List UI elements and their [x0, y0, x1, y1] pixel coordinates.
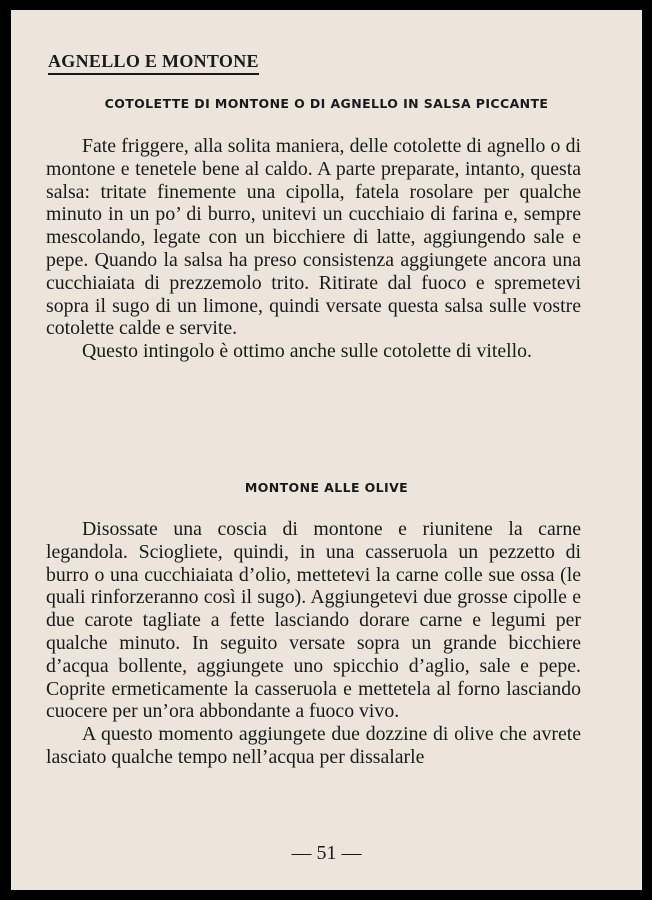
paragraph: Questo intingolo è ottimo anche sulle cotolette di vitello.	[82, 340, 532, 363]
paragraph: A questo momento aggiungete due dozzine di olive che avrete lasciato qualche tempo nell’acqua per dissalarle	[46, 723, 581, 768]
page-number: — 51 —	[291, 842, 362, 864]
recipe-title-cotolette: COTOLETTE DI MONTONE O DI AGNELLO IN SALSA PICCANTE	[104, 96, 549, 111]
recipe-body-montone-olive	[46, 518, 581, 769]
book-page	[11, 10, 642, 890]
recipe-body-cotolette	[46, 135, 581, 363]
paragraph: Disossate una coscia di montone e riunitene la carne legandola. Sciogliete, quindi, in una casseruola un pezzetto di burro o una cucchiaiata d’olio, mettetevi la carne colle sue ossa (le quali rinforzeranno così il sugo). Aggiungetevi due grosse cipolle e due carote tagliate a fette lasciando dorare carne e legumi per qualche minuto. In seguito versate sopra un grande bicchiere d’acqua bollente, aggiungete uno spicchio d’aglio, sale e pepe. Coprite ermeticamente la casseruola e mettetela al forno lasciando cuocere per un’ora abbondante a fuoco vivo.	[46, 518, 581, 723]
paragraph: Fate friggere, alla solita maniera, delle cotolette di agnello o di montone e tenetele bene al caldo. A parte preparate, intanto, questa salsa: tritate finemente una cipolla, fatela rosolare per qualche minuto in un po’ di burro, unitevi un cucchiaio di farina e, sempre mescolando, legate con un bicchiere di latte, aggiungendo sale e pepe. Quando la salsa ha preso consistenza aggiungete ancora una cucchiaiata di prezzemolo trito. Ritirate dal fuoco e spremetevi sopra il sugo di un limone, quindi versate questa salsa sulle vostre cotolette calde e servite.	[46, 135, 581, 340]
chapter-title: AGNELLO E MONTONE	[48, 51, 259, 75]
recipe-title-montone-olive: MONTONE ALLE OLIVE	[244, 480, 409, 495]
